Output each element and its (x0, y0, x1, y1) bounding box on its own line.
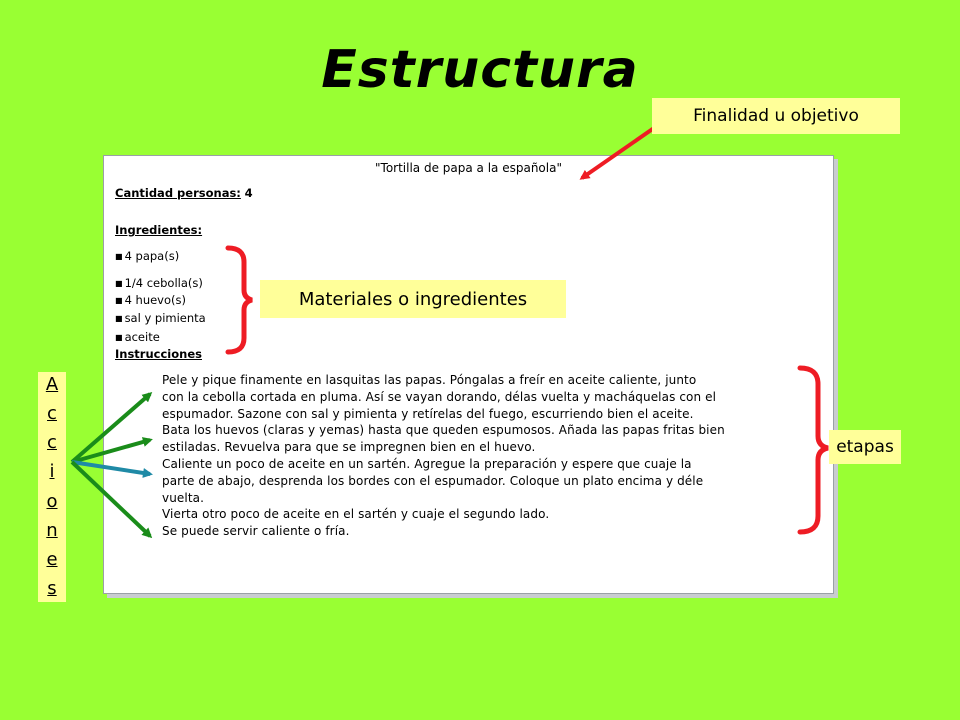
etapas-brace-icon (800, 368, 828, 532)
recipe-title: "Tortilla de papa a la española" (375, 161, 562, 175)
bullet-icon: ■ (115, 314, 123, 323)
instruction-line: Caliente un poco de aceite en un sartén. Agregue la preparación y espere que cuaje la (162, 456, 692, 471)
acciones-letter: e (46, 548, 58, 570)
instructions-label: Instrucciones (115, 347, 202, 361)
instruction-line: con la cebolla cortada en pluma. Así se vayan dorando, délas vuelta y macháquelas con el (162, 389, 717, 404)
instruction-line: Se puede servir caliente o fría. (162, 524, 350, 539)
ingredient-item: ■ 4 papa(s) (115, 249, 180, 263)
instruction-line: vuelta. (162, 490, 204, 505)
acciones-label (38, 372, 66, 602)
ingredient-item: ■ aceite (115, 330, 160, 344)
instruction-line: Bata los huevos (claras y yemas) hasta que queden espumosos. Añada las papas fritas bien (162, 423, 725, 438)
bullet-icon: ■ (115, 296, 123, 305)
slide-title: Estructura (321, 40, 639, 100)
materiales-label: Materiales o ingredientes (260, 280, 566, 318)
acciones-letter: c (47, 432, 57, 454)
etapas-label: etapas (829, 430, 901, 464)
ingredients-label: Ingredientes: (115, 223, 203, 237)
ingredient-item: ■ 1/4 cebolla(s) (115, 276, 203, 290)
instruction-line: Vierta otro poco de aceite en el sartén y cuaje el segundo lado. (162, 507, 550, 522)
instruction-line: Pele y pique finamente en lasquitas las papas. Póngalas a freír en aceite caliente, junto (162, 373, 697, 387)
ingredient-item: ■ 4 huevo(s) (115, 293, 186, 307)
bullet-icon: ■ (115, 252, 123, 261)
servings-label: Cantidad personas: (115, 186, 241, 200)
finalidad-label: Finalidad u objetivo (652, 98, 900, 134)
acciones-letter: i (49, 461, 55, 483)
acciones-letter: o (46, 490, 58, 512)
instruction-line: estiladas. Revuelva para que se impregnen bien en el huevo. (162, 440, 536, 455)
servings-value: 4 (244, 186, 253, 200)
acciones-letter: n (46, 519, 58, 541)
ingredient-item: ■ sal y pimienta (115, 311, 206, 325)
instruction-line: parte de abajo, desprenda los bordes con el espumador. Coloque un plato encima y déle (162, 473, 704, 488)
acciones-letter: c (47, 403, 57, 425)
instruction-line: espumador. Sazone con sal y pimienta y retírelas del fuego, escurriendo bien el aceite. (162, 406, 694, 421)
acciones-letter: A (45, 374, 59, 395)
finalidad-arrow (582, 128, 654, 178)
acciones-letter: s (47, 577, 57, 599)
ingredients-brace-icon (228, 248, 252, 352)
bullet-icon: ■ (115, 279, 123, 288)
bullet-icon: ■ (115, 333, 123, 342)
